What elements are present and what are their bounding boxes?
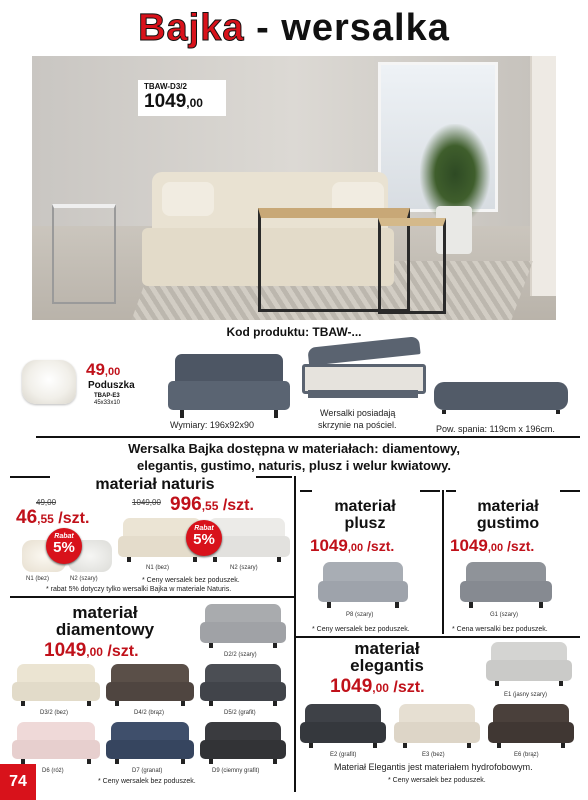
diamentowy-note: * Ceny wersalek bez poduszek.: [98, 778, 196, 785]
divider-top: [36, 436, 580, 438]
divider-plusz-top: [300, 490, 312, 492]
sofa-d2-2: [200, 604, 286, 648]
naturis-price-right: 996,55 /szt.: [170, 494, 254, 515]
caption-wymiary: Wymiary: 196x92x90: [170, 420, 254, 430]
naturis-title: materiał naturis: [95, 476, 215, 493]
sofa-e3: [394, 704, 480, 748]
divider-naturis-top-right: [256, 476, 292, 478]
label-d9: D9 (ciemny grafit): [212, 768, 260, 774]
pillow-name: Poduszka: [88, 380, 135, 391]
label-d7: D7 (granat): [132, 768, 163, 774]
naturis-old-price-left: 49,00: [36, 498, 57, 507]
elegantis-price: 1049,00 /szt.: [330, 676, 425, 697]
rabat-badge-left: Rabat 5%: [46, 528, 82, 564]
divider-vertical-bottom: [294, 596, 296, 792]
divider-gustimo-top-right: [560, 490, 580, 492]
sofa-d5-2: [200, 664, 286, 706]
diamentowy-title: materiał diamentowy: [55, 603, 155, 639]
label-n1: N1 (bez): [146, 565, 170, 571]
pillow-price: 49,00: [86, 360, 121, 379]
caption-skrzynie-1: Wersalki posiadają: [320, 408, 396, 418]
label-d5-2: D5/2 (grafit): [224, 710, 256, 716]
product-code-line: Kod produktu: TBAW-...: [226, 325, 362, 339]
rabat-badge-right: Rabat 5%: [186, 520, 222, 556]
title-black: - wersalka: [256, 7, 450, 49]
divider-naturis-bottom: [10, 596, 296, 598]
pillow-size: 45x33x10: [94, 400, 121, 406]
sofa-d3-2: [12, 664, 100, 706]
intro-text: Wersalka Bajka dostępna w materiałach: diamentowy, elegantis, gustimo, naturis, plusz i welur kwiatowy.: [128, 441, 460, 473]
hero-price: 1049,00: [144, 91, 203, 112]
sofa-e2: [300, 704, 386, 748]
label-n2: N2 (szary): [230, 565, 258, 571]
diamentowy-price: 1049,00 /szt.: [44, 640, 139, 661]
hero-code: TBAW-D3/2: [144, 82, 187, 91]
label-d6: D6 (róż): [42, 768, 64, 774]
sofa-storage-image: [298, 342, 428, 402]
label-d4-2: D4/2 (brąz): [134, 710, 165, 716]
page-title: [0, 6, 588, 50]
gustimo-note: * Cena wersalki bez poduszek.: [452, 626, 548, 633]
divider-right-mid: [296, 636, 580, 638]
divider-vertical-naturis: [294, 476, 296, 596]
plusz-price: 1049,00 /szt.: [310, 536, 395, 555]
label-d3-2: D3/2 (bez): [40, 710, 69, 716]
sofa-bed-image: [434, 378, 568, 414]
plusz-title: materiał plusz: [334, 498, 396, 532]
sofa-d6: [12, 722, 100, 764]
label-e3: E3 (bez): [422, 752, 445, 758]
gustimo-price: 1049,00 /szt.: [450, 536, 535, 555]
divider-gustimo-top: [446, 490, 456, 492]
elegantis-note-2: * Ceny wersalek bez poduszek.: [388, 777, 486, 784]
gustimo-title: materiał gustimo: [476, 498, 540, 532]
sofa-d7: [106, 722, 194, 764]
sofa-e1: [486, 642, 572, 686]
label-e2: E2 (grafit): [330, 752, 357, 758]
divider-vertical-plusz: [442, 490, 444, 634]
label-e1: E1 (jasny szary): [504, 692, 548, 698]
sofa-dimensions-image: [168, 354, 290, 418]
page-number: 74: [0, 764, 36, 800]
sofa-d4-2: [106, 664, 194, 706]
title-red: Bajka: [138, 7, 245, 49]
elegantis-note-1: Materiał Elegantis jest materiałem hydrofobowym.: [334, 762, 533, 772]
sofa-p8: [318, 562, 408, 608]
elegantis-title: materiał elegantis: [350, 639, 424, 675]
caption-spanie: Pow. spania: 119cm x 196cm.: [436, 424, 555, 434]
label-n1-small: N1 (bez): [26, 576, 50, 582]
sofa-g1: [460, 562, 552, 608]
divider-plusz-top-right: [420, 490, 440, 492]
caption-skrzynie-2: skrzynie na pościel.: [318, 420, 397, 430]
naturis-price-left: 46,55 /szt.: [16, 507, 90, 528]
naturis-note-1: * Ceny wersalek bez poduszek.: [142, 577, 240, 584]
hero-room-image: [32, 56, 556, 320]
naturis-note-2: * rabat 5% dotyczy tylko wersalki Bajka w materiale Naturis.: [46, 586, 232, 593]
label-p8: P8 (szary): [346, 612, 374, 618]
plusz-note: * Ceny wersalek bez poduszek.: [312, 626, 410, 633]
label-e6: E6 (brąz): [514, 752, 539, 758]
divider-naturis-top: [10, 476, 50, 478]
sofa-d9: [200, 722, 286, 764]
label-g1: G1 (szary): [490, 612, 519, 618]
pillow-image: [22, 360, 76, 404]
label-d2-2: D2/2 (szary): [224, 652, 257, 658]
hero-price-tag: [138, 80, 226, 116]
label-n2-small: N2 (szary): [70, 576, 98, 582]
sofa-e6: [488, 704, 574, 748]
naturis-old-price-right: 1049,00: [132, 498, 161, 507]
pillow-code: TBAP-E3: [94, 393, 120, 399]
